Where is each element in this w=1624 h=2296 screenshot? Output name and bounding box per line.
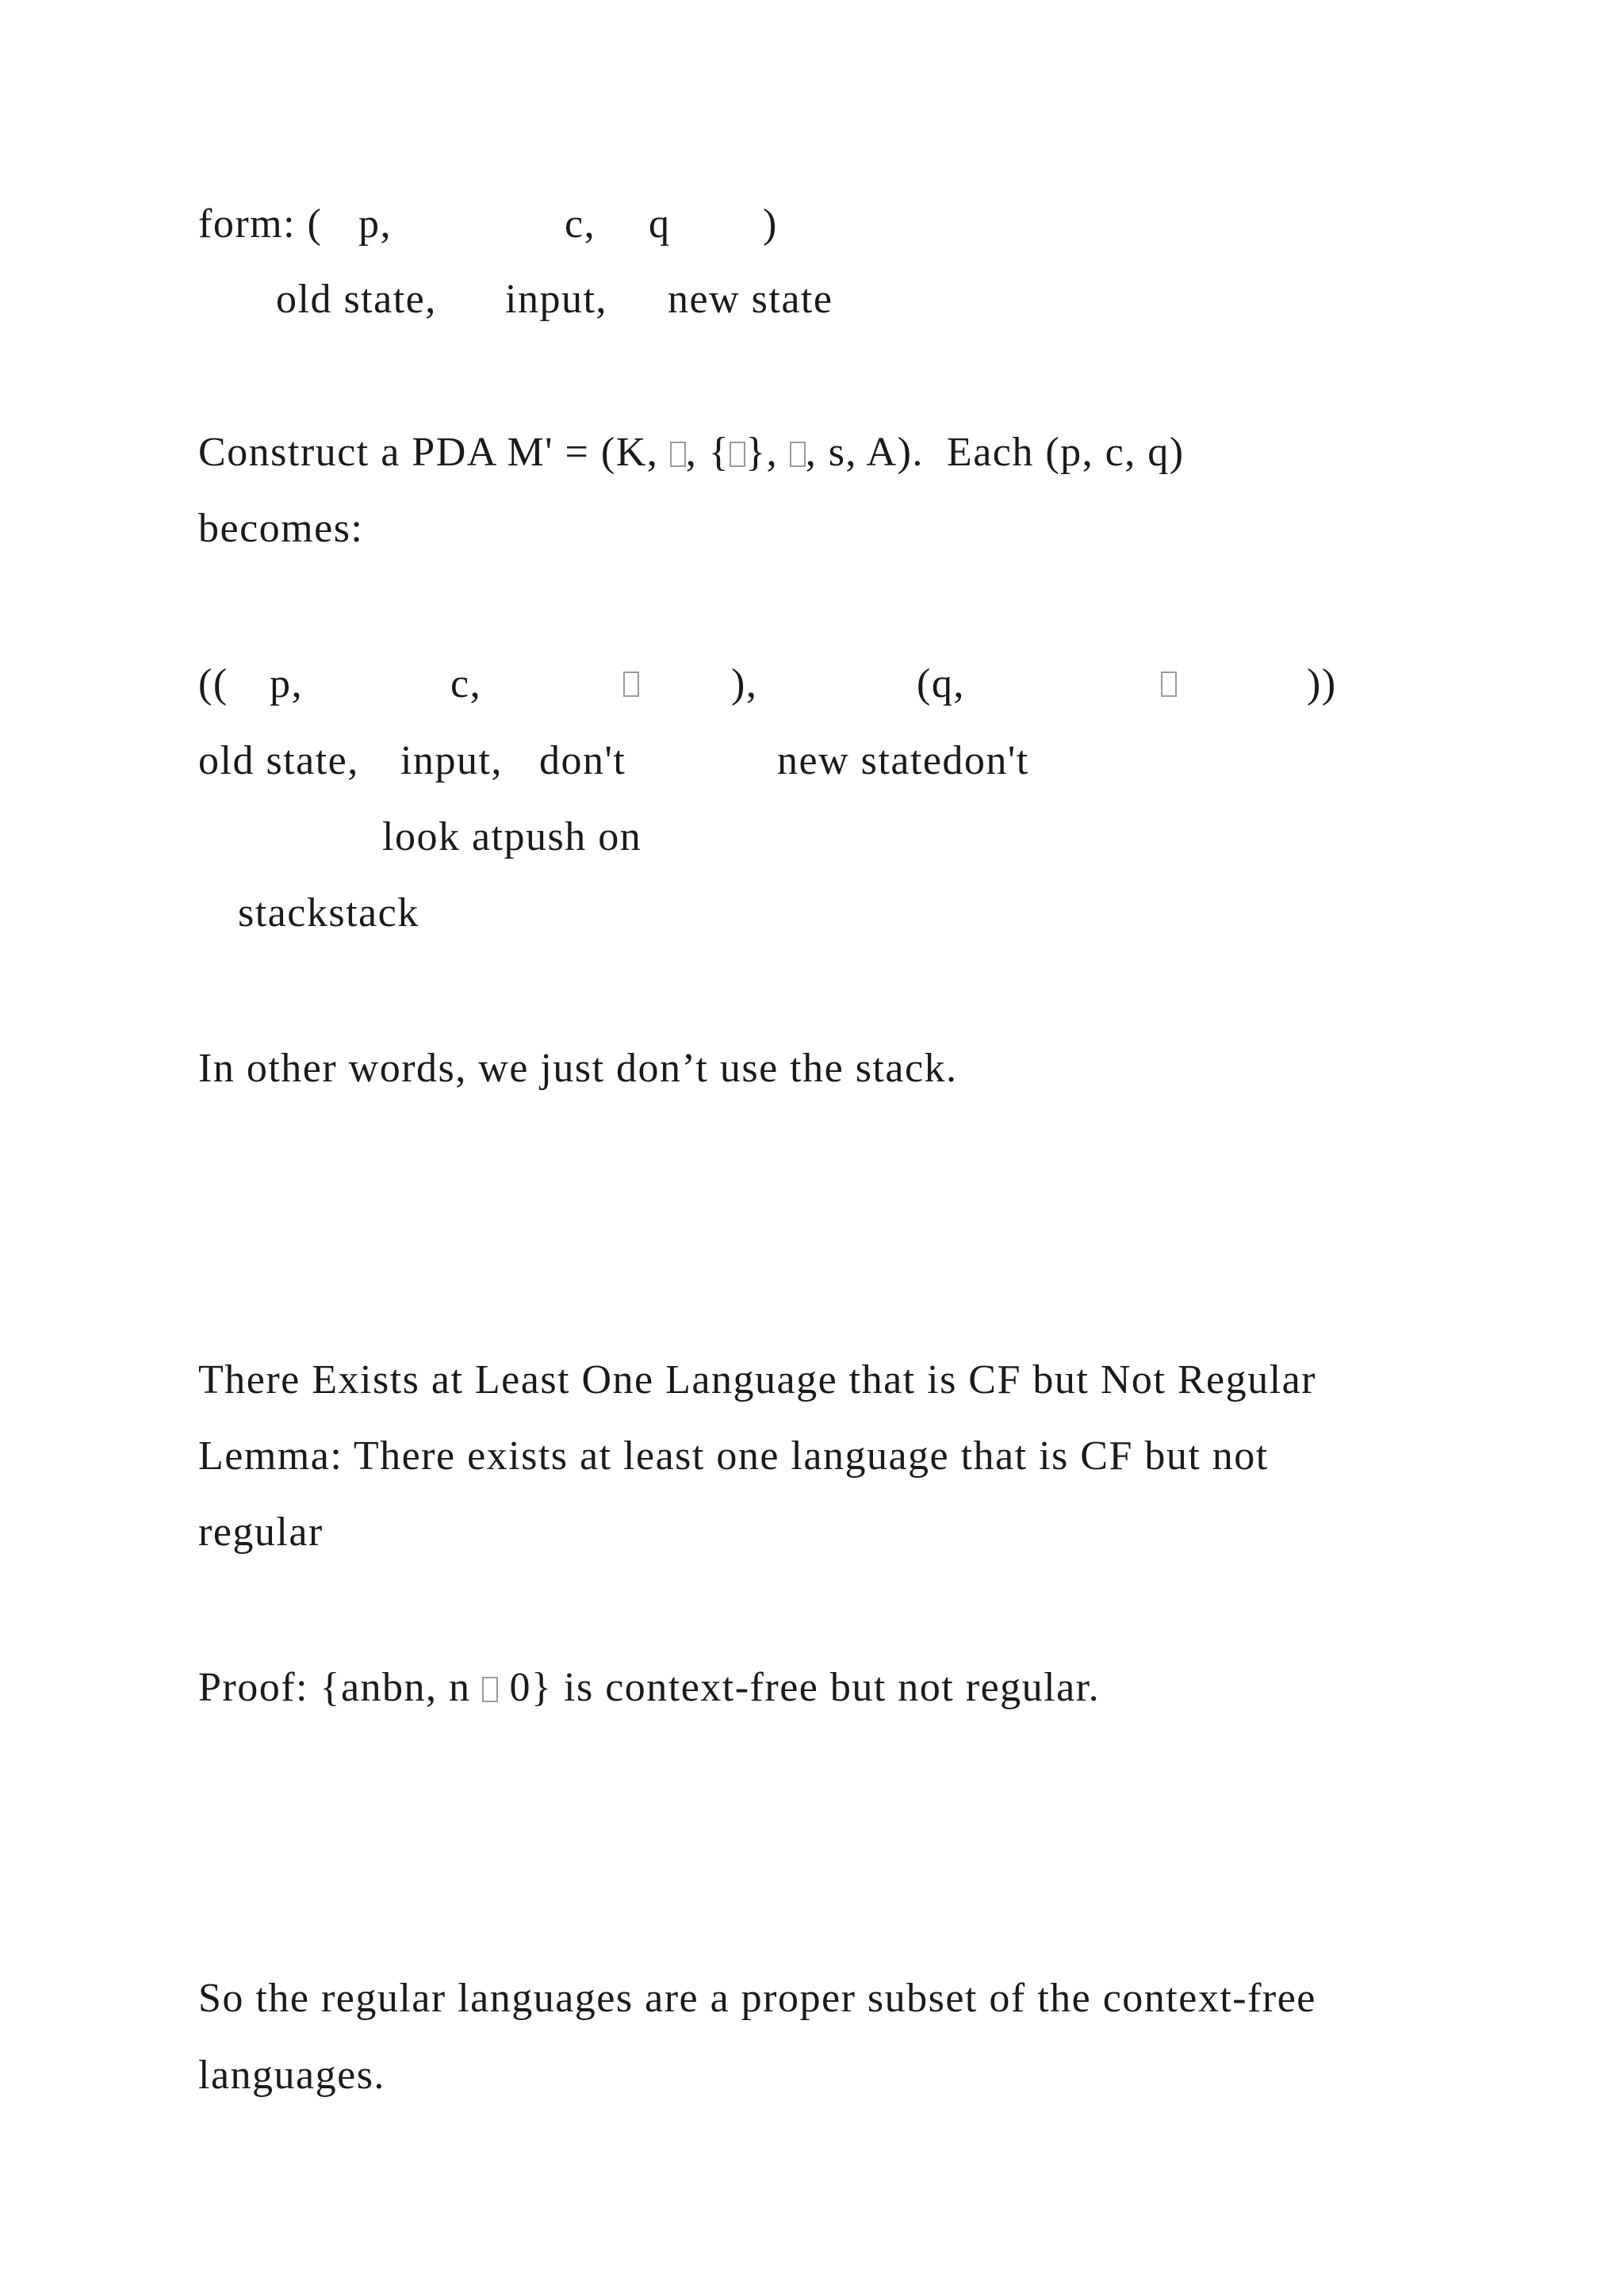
conclusion-line-1: So the regular languages are a proper subset of the context-free xyxy=(198,1976,1316,2021)
transition-open: (( xyxy=(198,661,228,706)
delta-glyph-icon xyxy=(790,442,806,467)
empty-glyph-icon xyxy=(730,442,745,467)
geq-glyph-icon xyxy=(482,1677,498,1702)
section-heading: There Exists at Least One Language that is CF but Not Regular xyxy=(198,1357,1316,1402)
construct-line-2: becomes: xyxy=(198,506,364,551)
transition-close-2: )) xyxy=(1307,661,1337,706)
tlegend-dont: don't xyxy=(539,738,626,783)
legend-new-state: new state xyxy=(668,277,833,322)
form-close: ) xyxy=(763,201,778,247)
summary-sentence: In other words, we just don’t use the stack. xyxy=(198,1046,958,1091)
form-p: p, xyxy=(358,201,392,247)
lemma-line-1: Lemma: There exists at least one language that is CF but not xyxy=(198,1433,1269,1479)
lemma-line-2: regular xyxy=(198,1510,324,1555)
construct-line: Construct a PDA M' = (K, , { }, , s, A). Each (p, c, q) xyxy=(198,430,1185,475)
epsilon-glyph-icon xyxy=(623,672,639,697)
tlegend-look-push: look atpush on xyxy=(382,814,642,859)
tlegend-stack: stackstack xyxy=(238,890,419,936)
tlegend-input: input, xyxy=(400,738,503,783)
transition-c: c, xyxy=(450,661,482,706)
sigma-glyph-icon xyxy=(670,442,686,467)
form-q: q xyxy=(649,201,671,247)
form-c: c, xyxy=(565,201,596,247)
transition-p: p, xyxy=(270,661,303,706)
tlegend-old-state: old state, xyxy=(198,738,359,783)
tlegend-new-state-dont: new statedon't xyxy=(777,738,1029,783)
form-label: form: ( xyxy=(198,201,323,247)
transition-q: (q, xyxy=(917,661,965,706)
conclusion-line-2: languages. xyxy=(198,2053,385,2098)
legend-input: input, xyxy=(505,277,607,322)
proof-line: Proof: {anbn, n 0} is context-free but not regular. xyxy=(198,1665,1101,1710)
legend-old-state: old state, xyxy=(276,277,437,322)
transition-close-1: ), xyxy=(731,661,758,706)
epsilon-glyph-icon xyxy=(1161,672,1177,697)
